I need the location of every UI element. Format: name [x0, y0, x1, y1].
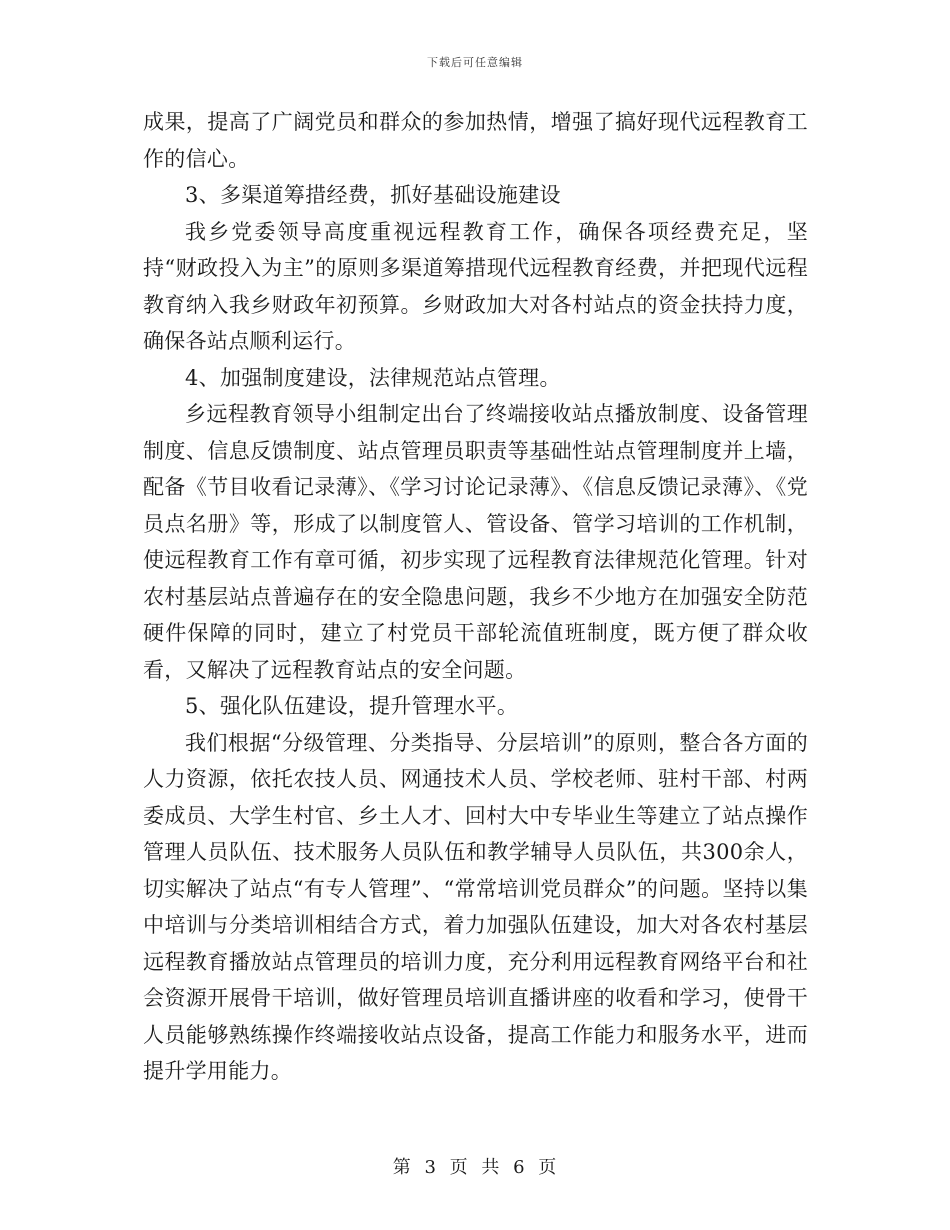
paragraph-system-building: 乡远程教育领导小组制定出台了终端接收站点播放制度、设备管理制度、信息反馈制度、站点管理员职责等基础性站点管理制度并上墙，配备《节目收看记录薄》、《学习讨论记录薄》、《信息反馈记录薄》、《党员点名册》等，形成了以制度管人、管设备、管学习培训的工作机制，使远程教育工作有章可循，初步实现了远程教育法律规范化管理。针对农村基层站点普遍存在的安全隐患问题，我乡不少地方在加强安全防范硬件保障的同时，建立了村党员干部轮流值班制度，既方便了群众收看，又解决了远程教育站点的安全问题。 [143, 402, 808, 682]
section-heading-3: 3、多渠道筹措经费，抓好基础设施建设 [185, 183, 561, 207]
document-body [143, 104, 808, 1090]
paragraph-funding: 我乡党委领导高度重视远程教育工作，确保各项经费充足，坚持“财政投入为主”的原则多渠道筹措现代远程教育经费，并把现代远程教育纳入我乡财政年初预算。乡财政加大对各村站点的资金扶持力度，确保各站点顺利运行。 [143, 219, 808, 353]
section-heading-4: 4、加强制度建设，法律规范站点管理。 [185, 365, 561, 390]
paragraph-team-building: 我们根据“分级管理、分类指导、分层培训”的原则，整合各方面的人力资源，依托农技人员、网通技术人员、学校老师、驻村干部、村两委成员、大学生村官、乡土人才、回村大中专毕业生等建立了站点操作管理人员队伍、技术服务人员队伍和教学辅导人员队伍，共300余人，切实解决了站点“有专人管理”、“常常培训党员群众”的问题。坚持以集中培训与分类培训相结合方式，着力加强队伍建设，加大对各农村基层远程教育播放站点管理员的培训力度，充分利用远程教育网络平台和社会资源开展骨干培训，做好管理员培训直播讲座的收看和学习，使骨干人员能够熟练操作终端接收站点设备，提高工作能力和服务水平，进而提升学用能力。 [143, 730, 808, 1083]
page-header: 下载后可任意编辑 [427, 56, 523, 69]
page-number: 第 3 页 共 6 页 [392, 1157, 558, 1178]
section-heading-5: 5、强化队伍建设，提升管理水平。 [185, 694, 519, 718]
paragraph-continuation: 成果，提高了广阔党员和群众的参加热情，增强了搞好现代远程教育工作的信心。 [143, 110, 808, 171]
